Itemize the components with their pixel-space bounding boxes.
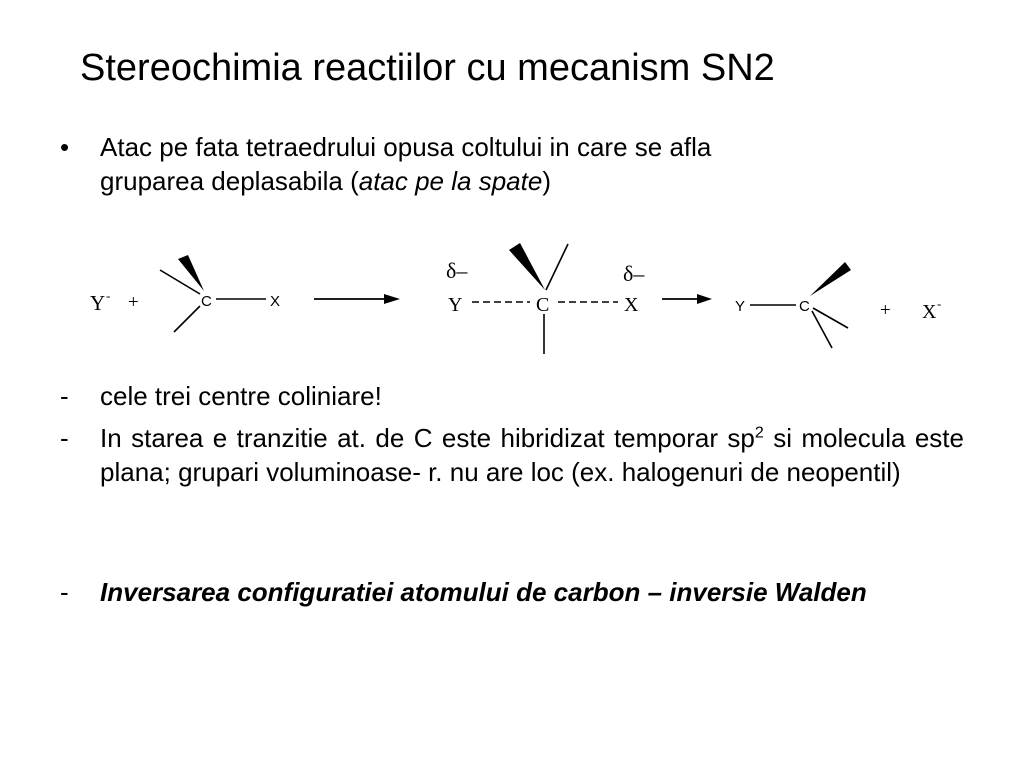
reactant-nucleophile-label: Y <box>90 291 106 315</box>
superscript: 2 <box>754 424 764 442</box>
reactant-carbon-label: C <box>201 293 212 310</box>
bullet-text-part: In starea e tranzitie at. de C este hibridizat temporar sp <box>100 423 755 453</box>
ts-x-label: X <box>624 294 639 316</box>
ts-delta-left: δ– <box>446 258 468 283</box>
product-plus-sign: + <box>880 300 891 321</box>
reactant-bond-lower <box>174 306 200 332</box>
bullet-marker: • <box>60 132 70 162</box>
bullet-line-end: ) <box>542 166 551 196</box>
bullet-line: Atac pe fata tetraedrului opusa coltului in care se afla <box>100 132 712 162</box>
bullet-text-part: si molecula este plana; grupari voluminoase- r. nu are loc (ex. halogenuri de neopentil) <box>100 423 964 487</box>
ts-wedge-bond <box>509 243 545 290</box>
bullet-item-transition-state <box>60 421 964 489</box>
product-bond-right <box>813 308 848 328</box>
bullet-item-collinear <box>60 379 964 413</box>
product-leaving-label: X <box>922 301 937 323</box>
reactant-leaving-label: X <box>270 293 281 310</box>
reaction-arrow-1-head <box>384 294 400 304</box>
reaction-arrow-2-head <box>697 294 712 304</box>
ts-delta-right: δ– <box>623 261 645 286</box>
dash-marker: - <box>60 577 69 607</box>
product-carbon-label: C <box>799 298 810 315</box>
reactant-nucleophile-charge: - <box>106 288 111 303</box>
slide-title: Stereochimia reactiilor cu mecanism SN2 <box>80 47 775 89</box>
bullet-line-start: gruparea deplasabila ( <box>100 166 359 196</box>
reactant-wedge-bond <box>178 255 204 291</box>
reactant-plus-sign: + <box>128 292 139 313</box>
product-y-label: Y <box>735 298 746 315</box>
product-leaving-charge: - <box>937 296 942 311</box>
ts-carbon-label: C <box>536 294 550 316</box>
bullet-text <box>100 421 964 489</box>
bullet-text: cele trei centre coliniare! <box>100 381 382 411</box>
ts-y-label: Y <box>448 294 463 316</box>
dash-marker: - <box>60 381 69 411</box>
bullet-emphasis: atac pe la spate <box>358 166 543 196</box>
dash-marker: - <box>60 423 69 453</box>
ts-bond-upper-right <box>546 244 568 290</box>
product-wedge-bond <box>810 262 851 296</box>
bullet-text: Inversarea configuratiei atomului de carbon – inversie Walden <box>100 577 867 607</box>
bullet-item-walden-inversion <box>60 575 964 609</box>
